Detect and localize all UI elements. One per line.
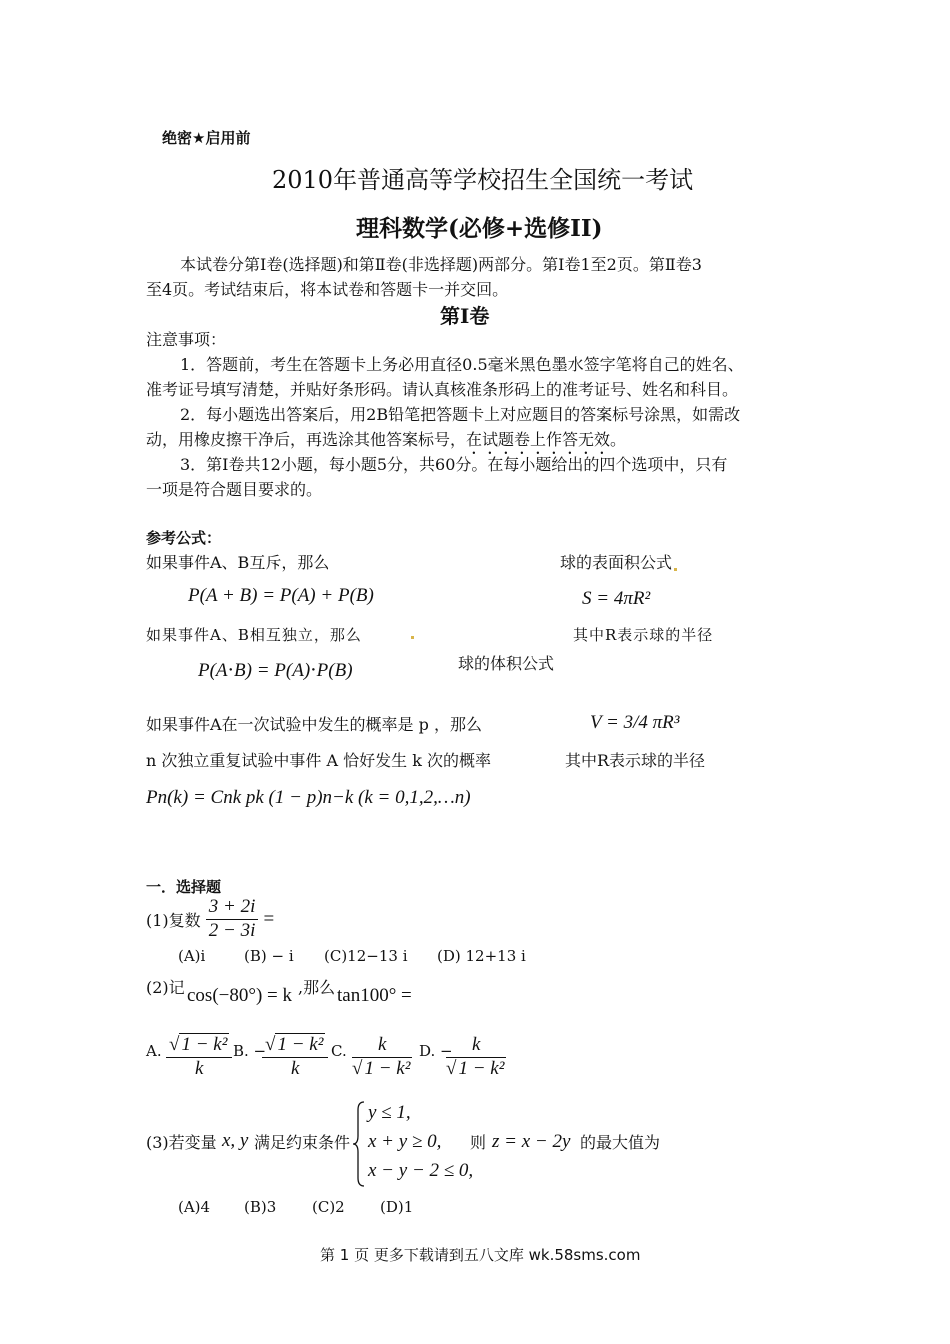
note-2-line-1: 2．每小题选出答案后，用2B铅笔把答题卡上对应题目的答案标号涂黑，如需改 [180,405,741,424]
question-3-mid: 满足约束条件 [254,1133,351,1152]
question-3-option-a: (A)4 [178,1198,211,1216]
question-2-option-d: $\frac{k}{\text{√ 1 − k²}}$ [446,1034,505,1079]
question-3-brace [352,1100,366,1188]
question-1-option-c: (C)12−13 i [324,947,408,965]
note-3-line-2: 一项是符合题目要求的。 [146,480,323,499]
question-2-target: tan100° = [337,985,412,1006]
scan-mark [674,568,677,571]
question-2-option-a: $\frac{\text{√ 1 − k²}}{k}$ [166,1034,232,1081]
question-2-option-c: $\frac{k}{\text{√ 1 − k²}}$ [352,1034,411,1079]
question-2-option-b: $\frac{\text{√ 1 − k²}}{k}$ [262,1034,328,1081]
question-2-option-c-label: C. [331,1042,347,1060]
question-3-prefix: (3)若变量 [146,1133,217,1152]
sphere-area-label: 球的表面积公式 [560,553,673,572]
question-2-mid: ,那么 [298,978,336,997]
question-2-option-b-label: B. − [233,1042,267,1060]
question-3-option-d: (D)1 [380,1198,414,1216]
question-3-constraint-2: x + y ≥ 0, [368,1131,442,1152]
formula-probability-line-1: 如果事件A在一次试验中发生的概率是 p ，那么 [146,715,482,734]
formula-probability-line-2: n 次独立重复试验中事件 A 恰好发生 k 次的概率 [146,751,491,770]
formula-exclusive-label: 如果事件A、B互斥，那么 [146,553,330,572]
question-1-denominator: 2 − 3i [208,919,256,941]
radius-note-2: 其中R表示球的半径 [565,751,706,770]
exam-title: 2010年普通高等学校招生全国统一考试 [272,166,694,194]
question-3-constraint-1: y ≤ 1, [368,1102,411,1123]
sphere-volume-label: 球的体积公式 [458,654,555,673]
exam-subtitle: 理科数学(必修+选修II) [356,215,603,242]
question-2-option-a-label: A. [146,1042,162,1060]
question-2-option-d-label: D. − [419,1042,453,1060]
question-1-prefix: (1)复数 [146,910,201,930]
notes-heading: 注意事项： [146,330,227,349]
formula-binomial-equation: Pn(k) = Cnk pk (1 − p)n−k (k = 0,1,2,…n) [146,787,471,808]
question-3-variables: x, y [222,1130,249,1151]
question-3-constraint-3: x − y − 2 ≤ 0, [368,1160,474,1181]
question-1-option-a: (A)i [178,947,206,965]
scan-mark [411,636,414,639]
question-3-option-b: (B)3 [244,1198,277,1216]
formula-independent-equation: P(A⋅B) = P(A)⋅P(B) [198,660,353,681]
question-3-objective: z = x − 2y [492,1131,571,1152]
question-2-prefix: (2)记 [146,978,185,997]
note-2-end: 。 [610,430,627,449]
formula-exclusive-equation: P(A + B) = P(A) + P(B) [188,585,374,606]
question-1-numerator: 3 + 2i [206,896,259,920]
sphere-area-equation: S = 4πR² [582,588,651,609]
question-1-option-b: (B) − i [244,947,294,965]
intro-line-2: 至4页。考试结束后，将本试卷和答题卡一并交回。 [146,280,509,299]
question-1-fraction [206,896,259,943]
question-1-option-d: (D) 12+13 i [437,947,526,965]
question-3-option-c: (C)2 [312,1198,345,1216]
note-1-line-1: 1．答题前，考生在答题卡上务必用直径0.5毫米黑色墨水签字笔将自己的姓名、 [180,355,744,374]
question-3-then: 则 [470,1133,487,1152]
question-1 [146,896,274,943]
formula-independent-label: 如果事件A、B相互独立，那么 [146,626,362,644]
confidential-mark: 绝密★启用前 [162,129,251,147]
question-2-given: cos(−80°) = k [187,985,293,1006]
sphere-volume-equation: V = 3/4 πR³ [590,712,680,733]
intro-line-1: 本试卷分第Ⅰ卷(选择题)和第Ⅱ卷(非选择题)两部分。第Ⅰ卷1至2页。第Ⅱ卷3 [180,255,702,274]
note-3-line-1: 3．第Ⅰ卷共12小题，每小题5分，共60分。在每小题给出的四个选项中，只有 [180,455,728,474]
formulas-heading: 参考公式： [146,529,222,547]
note-2-text: 动，用橡皮擦干净后，再选涂其他答案标号， [146,430,467,449]
question-1-equals: = [263,908,275,930]
part-one-heading: 第Ⅰ卷 [440,304,490,328]
note-1-line-2: 准考证号填写清楚，并贴好条形码。请认真核准条形码上的准考证号、姓名和科目。 [146,380,739,399]
radius-note-1: 其中R表示球的半径 [573,626,714,644]
page-footer: 第 1 页 更多下载请到五八文库 wk.58sms.com [320,1246,641,1264]
note-2-emphasis: 在试题卷上作答无效 [466,430,611,449]
section-heading: 一．选择题 [146,878,222,896]
question-3-suffix: 的最大值为 [580,1133,661,1152]
